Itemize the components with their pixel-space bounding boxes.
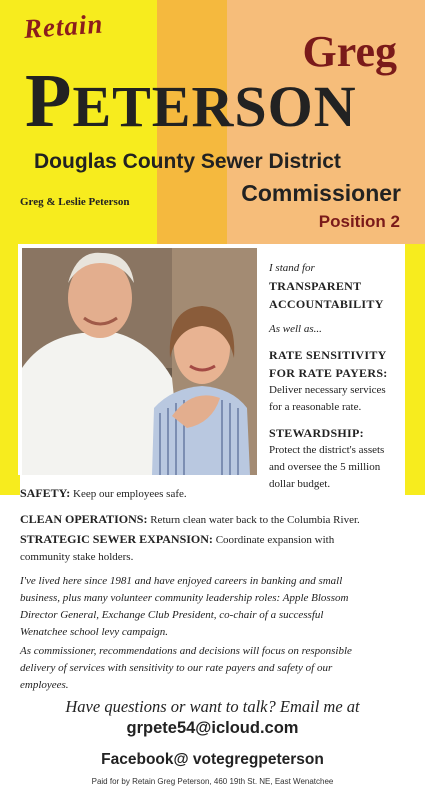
platform-column [269, 260, 414, 493]
bio-paragraph [20, 573, 410, 641]
stewardship-text: Protect the district's assets [269, 444, 385, 456]
rate-payers-heading: FOR RATE PAYERS: [269, 366, 388, 380]
strategic-expansion-point [20, 531, 410, 566]
intro-text: I stand for [269, 262, 315, 274]
paid-for-disclaimer: Paid for by Retain Greg Peterson, 460 19th St. NE, East Wenatchee [91, 777, 334, 786]
retain-label: Retain [22, 8, 105, 45]
candidate-photo [22, 248, 257, 475]
photo-caption: Greg & Leslie Peterson [20, 196, 130, 208]
platform-heading-transparent: TRANSPARENT [269, 279, 362, 293]
stewardship-text: and oversee the 5 million [269, 461, 381, 473]
strategic-text: Coordinate expansion with [212, 534, 335, 546]
bio-line: Director General, Exchange Club President, co-chair of a successful [20, 609, 324, 621]
bio-line: Wenatchee school levy campaign. [20, 626, 169, 638]
email-link[interactable]: grpete54@icloud.com [126, 719, 299, 737]
safety-point [20, 485, 410, 503]
as-well-as-text: As well as... [269, 323, 322, 335]
bio-line: employees. [20, 679, 69, 691]
contact-question: Have questions or want to talk? Email me at [65, 697, 360, 716]
office-title: Commissioner [241, 180, 401, 206]
safety-label: SAFETY: [20, 486, 71, 500]
facebook-link[interactable]: Facebook@ votegregpeterson [101, 751, 324, 768]
last-name-rest: ETERSON [72, 74, 357, 139]
platform-heading-accountability: ACCOUNTABILITY [269, 297, 384, 311]
position-label: Position 2 [318, 212, 400, 231]
clean-label: CLEAN OPERATIONS: [20, 512, 148, 526]
stewardship-text: dollar budget. [269, 478, 331, 490]
clean-text: Return clean water back to the Columbia River. [147, 514, 360, 526]
rate-text: Deliver necessary services [269, 384, 386, 396]
strategic-text: community stake holders. [20, 551, 134, 563]
bio-line: As commissioner, recommendations and decisions will focus on responsible [20, 645, 352, 657]
rate-sensitivity-heading: RATE SENSITIVITY [269, 348, 387, 362]
commitment-paragraph [20, 643, 410, 694]
last-name [25, 58, 357, 145]
first-name: Greg [302, 27, 397, 76]
bio-line: I've lived here since 1981 and have enjoyed careers in banking and small [20, 575, 343, 587]
stewardship-heading: STEWARDSHIP: [269, 426, 364, 440]
bio-line: delivery of services with sensitivity to our rate payers and safety of our [20, 662, 333, 674]
last-name-initial: P [25, 59, 73, 143]
rate-text: for a reasonable rate. [269, 401, 362, 413]
clean-operations-point [20, 511, 410, 529]
strategic-label: STRATEGIC SEWER EXPANSION: [20, 532, 213, 546]
safety-text: Keep our employees safe. [70, 488, 187, 500]
district-title: Douglas County Sewer District [34, 150, 341, 173]
bio-line: business, plus many volunteer community leadership roles: Apple Blossom [20, 592, 349, 604]
